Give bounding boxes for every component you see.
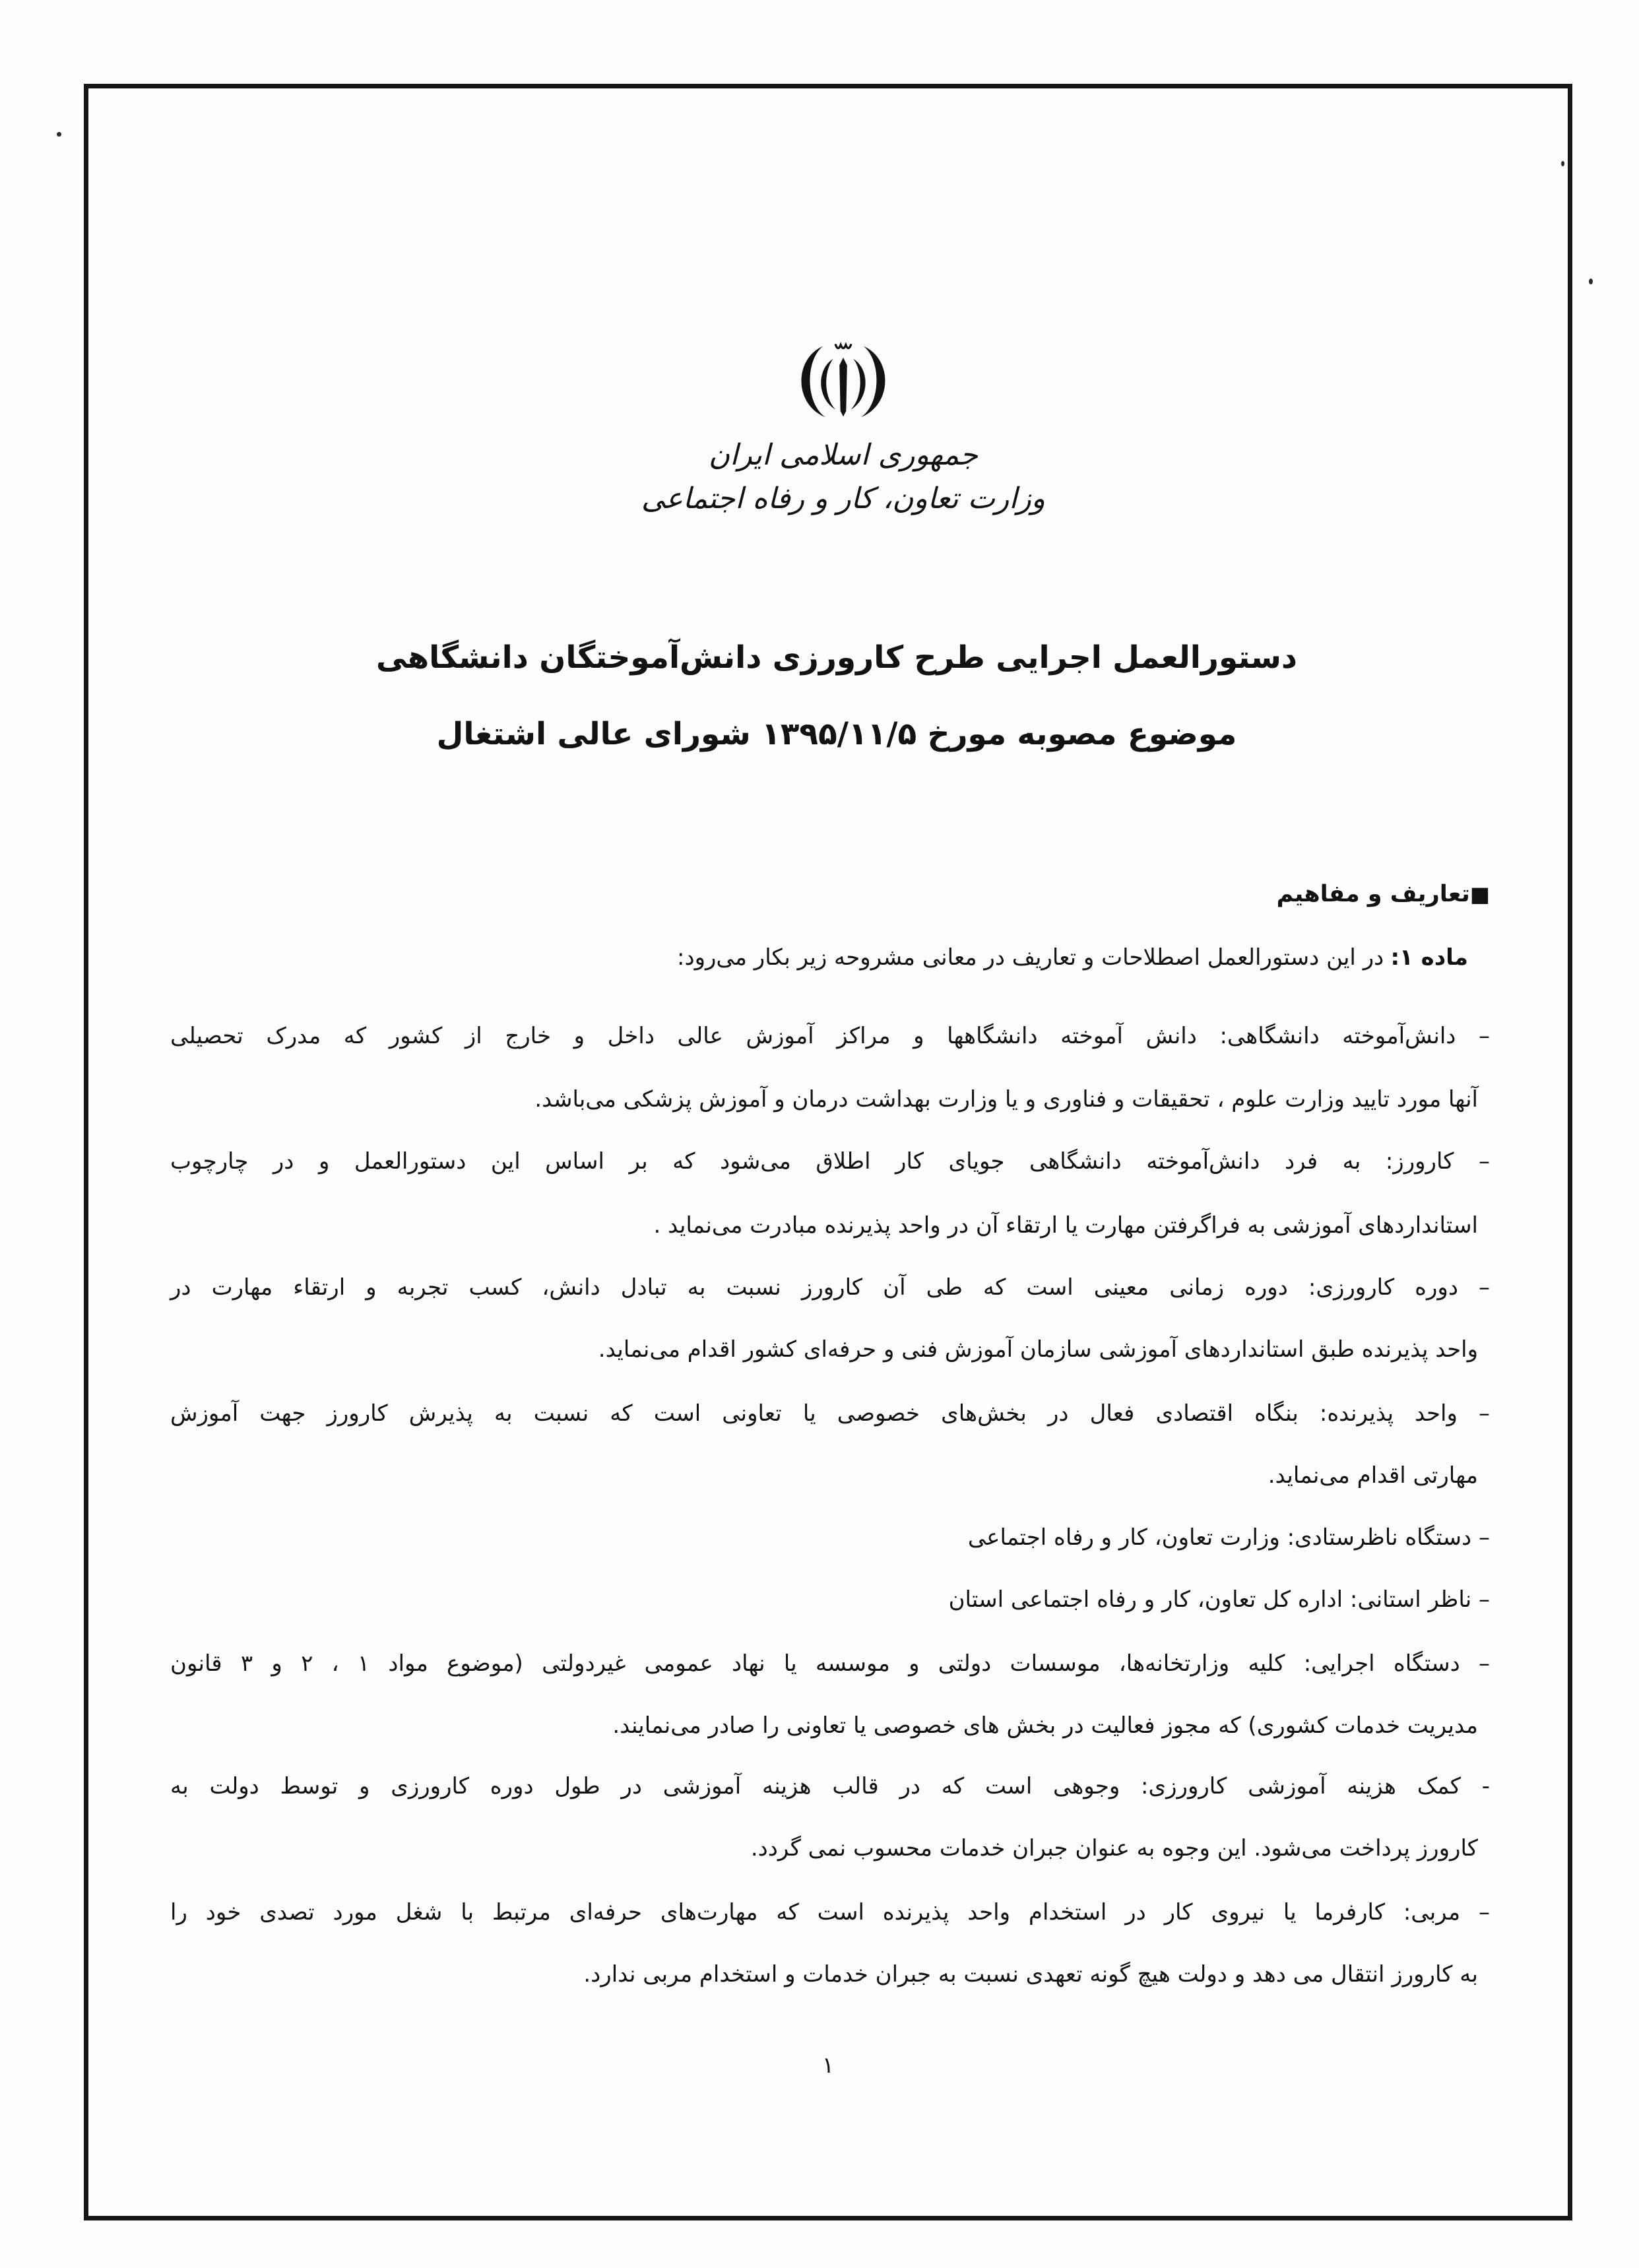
definition-line: – ناظر استانی: اداره کل تعاون، کار و رفاه اجتماعی استان (948, 1586, 1490, 1613)
document-title: دستورالعمل اجرایی طرح کارورزی دانش‌آموختگان دانشگاهی (376, 639, 1297, 676)
republic-name: جمهوری اسلامی ایران (708, 438, 979, 472)
article-text: در این دستورالعمل اصطلاحات و تعاریف در معانی مشروحه زیر بکار می‌رود: (676, 944, 1384, 971)
definition-line: – دانش‌آموخته دانشگاهی: دانش آموخته دانشگاهها و مراکز آموزش عالی داخل و خارج از کشور که مدرک تحصیلی (170, 1023, 1490, 1049)
definition-line: – دوره کارورزی: دوره زمانی معینی است که طی آن کارورز نسبت به تبادل دانش، کسب تجربه و ارتقاء مهارت در (170, 1274, 1490, 1301)
definition-line: – کارورز: به فرد دانش‌آموخته دانشگاهی جویای کار اطلاق می‌شود که بر اساس این دستورالعمل و در چارچوب (170, 1148, 1490, 1175)
definition-line: – دستگاه ناظرستادی: وزارت تعاون، کار و رفاه اجتماعی (967, 1524, 1490, 1551)
article-label: ماده ۱: (1390, 944, 1468, 971)
ministry-name: وزارت تعاون، کار و رفاه اجتماعی (641, 482, 1046, 515)
definition-line: واحد پذیرنده طبق استانداردهای آموزشی سازمان آموزش فنی و حرفه‌ای کشور اقدام می‌نماید. (598, 1336, 1478, 1363)
section-heading (698, 876, 1490, 913)
page-number: ۱ (821, 2052, 835, 2079)
definition-line: به کارورز انتقال می دهد و دولت هیچ گونه تعهدی نسبت به جبران خدمات و استخدام مربی ندارد. (583, 1961, 1478, 1988)
article-intro (175, 939, 1468, 976)
definition-line: - کمک هزینه آموزشی کارورزی: وجوهی است که در قالب هزینه آموزشی در طول دوره کارورزی و توسط دولت به (170, 1773, 1490, 1799)
definition-line: – مربی: کارفرما یا نیروی کار در استخدام واحد پذیرنده است که مهارت‌های حرفه‌ای مرتبط با شغل مورد تصدی خود را (170, 1899, 1490, 1926)
square-bullet-icon: ■ (1469, 882, 1490, 907)
section-heading-text: تعاریف و مفاهیم (1276, 881, 1470, 907)
definition-line: استانداردهای آموزشی به فراگرفتن مهارت یا ارتقاء آن در واحد پذیرنده مبادرت می‌نماید . (653, 1212, 1478, 1239)
scan-speck (1589, 278, 1593, 284)
definition-line: آنها مورد تایید وزارت علوم ، تحقیقات و فناوری و یا وزارت بهداشت درمان و آموزش پزشکی می‌باشد. (534, 1086, 1478, 1113)
definition-line: – واحد پذیرنده: بنگاه اقتصادی فعال در بخش‌های خصوصی یا تعاونی است که نسبت به پذیرش کارورز جهت آموزش (170, 1400, 1490, 1427)
national-emblem-logo (792, 340, 894, 422)
scan-speck (57, 132, 61, 137)
scan-speck (1561, 161, 1564, 166)
definition-line: – دستگاه اجرایی: کلیه وزارتخانه‌ها، موسسات دولتی و موسسه یا نهاد عمومی غیردولتی (موضوع مواد ۱ ، ۲ و ۳ قانون (170, 1650, 1490, 1677)
definition-line: مهارتی اقدام می‌نماید. (1268, 1462, 1478, 1489)
definition-line: کارورز پرداخت می‌شود. این وجوه به عنوان جبران خدمات محسوب نمی گردد. (750, 1835, 1478, 1862)
definition-line: مدیریت خدمات کشوری) که مجوز فعالیت در بخش های خصوصی یا تعاونی را صادر می‌نمایند. (612, 1712, 1478, 1739)
document-subtitle: موضوع مصوبه مورخ ۱۳۹۵/۱۱/۵ شورای عالی اشتغال (436, 716, 1237, 752)
